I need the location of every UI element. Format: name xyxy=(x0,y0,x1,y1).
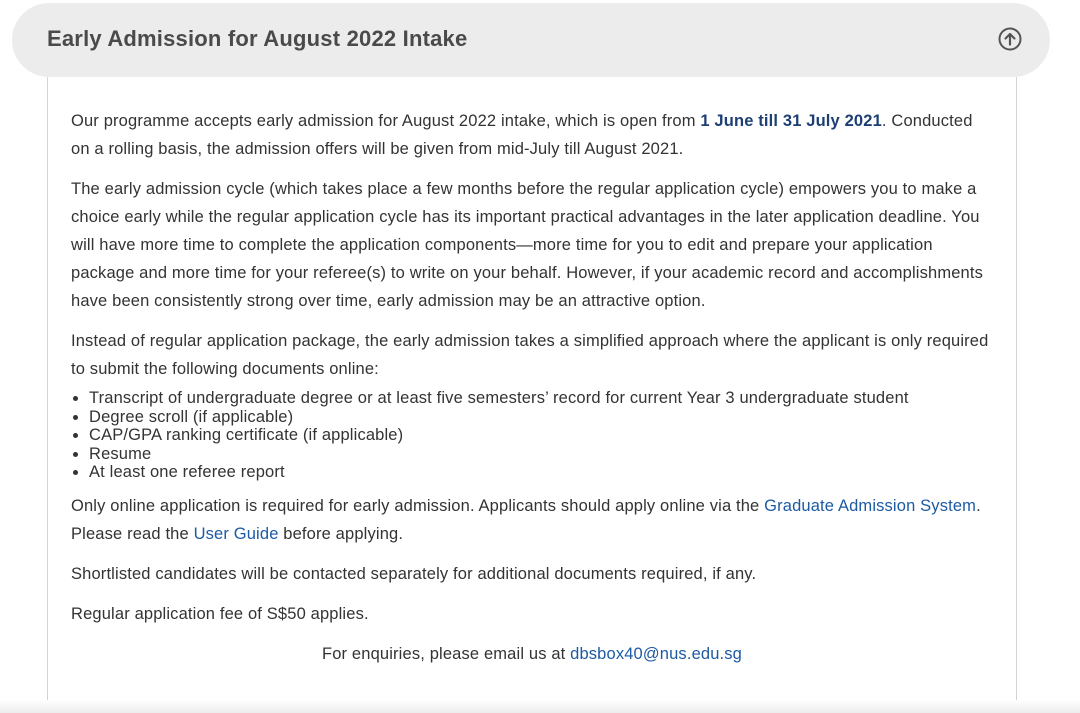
list-item: • Resume xyxy=(89,445,993,464)
intro-paragraph xyxy=(71,107,993,163)
accordion-title: Early Admission for August 2022 Intake xyxy=(47,26,468,51)
list-item: • Degree scroll (if applicable) xyxy=(89,408,993,427)
documents-intro-paragraph: Instead of regular application package, the early admission takes a simplified approach where the applicant is only required to submit the following documents online: xyxy=(71,332,989,378)
online-application-text-mid: . Please read the xyxy=(71,496,981,543)
arrow-up-circle-icon[interactable] xyxy=(998,27,1022,51)
online-application-text-end: before applying. xyxy=(278,524,404,543)
application-period: 1 June till 31 July 2021 xyxy=(700,112,882,130)
list-item: • Transcript of undergraduate degree or at least five semesters’ record for current Year 3 undergraduate student xyxy=(89,389,993,408)
intro-text-end: . Conducted on a rolling basis, the admission offers will be given from mid-July till August 2021. xyxy=(71,112,973,158)
intro-text: Our programme accepts early admission for August 2022 intake, which is open from xyxy=(71,112,701,130)
admission-cycle-paragraph: The early admission cycle (which takes place a few months before the regular application cycle) empowers you to make a choice early while the regular application cycle has its important practical advantages in the later application deadline. You will have more time to complete the application components—more time for you to edit and prepare your application package and more time for your referee(s) to write on your behalf. However, if your academic record and accomplishments have been consistently strong over time, early admission may be an attractive option. xyxy=(71,180,984,310)
fee-paragraph: Regular application fee of S$50 applies. xyxy=(71,604,369,623)
list-item: • At least one referee report xyxy=(89,463,993,482)
graduate-admission-system-link[interactable]: Graduate Admission System xyxy=(764,496,977,515)
online-application-paragraph xyxy=(71,492,993,548)
enquiry-email-link[interactable]: dbsbox40@nus.edu.sg xyxy=(570,644,743,663)
shortlisted-paragraph: Shortlisted candidates will be contacted separately for additional documents required, if any. xyxy=(71,564,757,583)
content-body xyxy=(71,107,993,680)
enquiry-text: For enquiries, please email us at xyxy=(321,644,571,663)
bottom-edge-shadow xyxy=(0,700,1080,713)
enquiry-line xyxy=(71,640,993,668)
list-item: • CAP/GPA ranking certificate (if applicable) xyxy=(89,426,993,445)
accordion-header[interactable] xyxy=(12,3,1050,77)
user-guide-link[interactable]: User Guide xyxy=(193,524,279,543)
accordion-content-panel xyxy=(47,77,1017,703)
documents-list xyxy=(71,389,993,482)
online-application-text: Only online application is required for early admission. Applicants should apply online via the xyxy=(71,496,765,515)
